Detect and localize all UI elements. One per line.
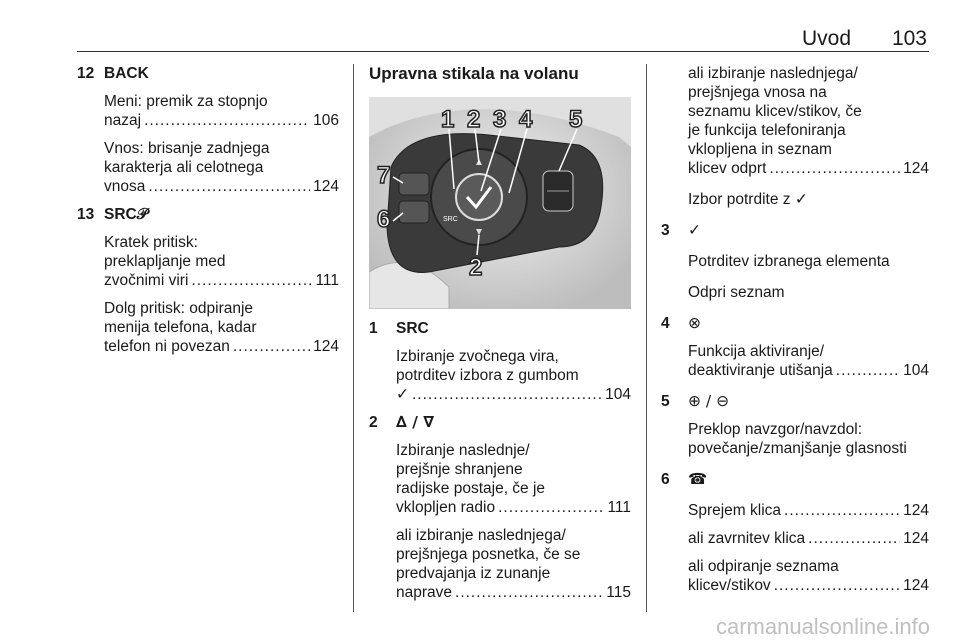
column-divider	[353, 64, 354, 612]
list-item	[77, 205, 339, 356]
item-number: 12	[77, 65, 95, 82]
list-item	[661, 314, 929, 380]
section-heading: Upravna stikala na volanu	[369, 64, 579, 83]
column-middle	[369, 64, 631, 602]
item-title: BACK	[104, 65, 149, 82]
list-item	[661, 392, 929, 458]
item-text: ali zavrnitev klica ..... 124	[688, 529, 929, 548]
callout-label: 4	[519, 106, 533, 133]
item-number: 1	[369, 320, 378, 337]
page-header	[77, 26, 929, 52]
src-button-label: SRC	[443, 216, 458, 223]
item-text: Odpri seznam	[688, 284, 785, 301]
callout-label: 7	[377, 162, 391, 189]
column-left	[77, 64, 339, 356]
phone-icon: ☎	[688, 470, 708, 488]
chapter-title: Uvod	[801, 27, 851, 50]
checkmark-icon: ✓	[688, 221, 701, 239]
item-title: SRC	[396, 320, 429, 337]
item-text: Kratek pritisk: preklapljanje med zvočnimi viri ..... 111	[104, 233, 339, 290]
steering-controls-illustration	[369, 97, 631, 309]
page-ref: 106	[313, 112, 339, 129]
page-ref: 124	[903, 502, 929, 519]
item-text: Izbiranje naslednje/ prejšnje shranjene radijske postaje, če je vklopljen radio ..... 111	[396, 441, 631, 517]
item-text: ali odpiranje seznama klicev/stikov ..... 124	[688, 557, 929, 595]
item-text: Sprejem klica ..... 124	[688, 501, 929, 520]
phone-link-icon: 𝒫	[136, 205, 148, 223]
column-right	[661, 64, 929, 595]
page-ref: 124	[903, 160, 929, 177]
page-ref: 104	[605, 386, 631, 403]
item-text: Izbiranje zvočnega vira, potrditev izbora z gumbom ✓ ..... 104	[396, 347, 631, 404]
item-number: 3	[661, 222, 670, 239]
item-number: 4	[661, 315, 670, 332]
list-item	[661, 221, 929, 302]
page-ref: 104	[903, 362, 929, 379]
list-item	[77, 64, 339, 196]
page-ref: 111	[315, 272, 339, 289]
checkmark-icon: ✓	[396, 385, 409, 403]
page-number: 103	[891, 27, 927, 50]
item-number: 5	[661, 393, 670, 410]
item-number: 6	[661, 471, 670, 488]
page-ref: 124	[903, 577, 929, 594]
callout-label: 1	[441, 106, 455, 133]
watermark: carmanualsonline.info	[715, 614, 930, 639]
item-number: 13	[77, 206, 95, 223]
page-ref: 124	[313, 338, 339, 355]
callout-label: 6	[377, 206, 391, 233]
callout-label: 2	[469, 254, 483, 281]
callout-label: 2	[467, 106, 481, 133]
item-text: ali izbiranje naslednjega/ prejšnjega vnosa na seznamu klicev/stikov, če je funkcija telefoniranja vklopljena in seznam klicev odprt ..... 124	[688, 64, 929, 178]
page-ref: 124	[903, 530, 929, 547]
item-title: SRC𝒫	[104, 205, 148, 223]
column-divider	[646, 64, 647, 612]
steering-wheel-figure	[369, 97, 631, 309]
item-text: Izbor potrdite z ✓	[688, 191, 808, 208]
item-text: ali izbiranje naslednjega/ prejšnjega posnetka, če se predvajanja iz zunanje naprave ..... 115	[396, 526, 631, 602]
item-text: Dolg pritisk: odpiranje menija telefona, kadar telefon ni povezan ..... 124	[104, 299, 339, 356]
item-text: Funkcija aktiviranje/ deaktiviranje utišanja ..... 104	[688, 342, 929, 380]
callout-label: 5	[569, 106, 583, 133]
list-item	[369, 413, 631, 602]
page-ref: 111	[607, 499, 631, 516]
list-item	[661, 470, 929, 595]
list-item	[369, 319, 631, 404]
page-ref: 115	[606, 584, 631, 601]
mute-icon: ⊗	[688, 314, 701, 332]
item-number: 2	[369, 414, 378, 431]
item-text: Vnos: brisanje zadnjega karakterja ali celotnega vnosa ..... 124	[104, 139, 339, 196]
callout-label: 3	[493, 106, 507, 133]
item-text: Preklop navzgor/navzdol: povečanje/zmanjšanje glasnosti	[688, 421, 907, 457]
volume-up-down-icon: ⊕ / ⊖	[688, 392, 730, 410]
up-down-arrows-icon: ∆ / ∇	[396, 413, 435, 431]
item-text: Meni: premik za stopnjo nazaj ..... 106	[104, 92, 339, 130]
page-ref: 124	[313, 178, 339, 195]
item-text: Potrditev izbranega elementa	[688, 253, 890, 270]
